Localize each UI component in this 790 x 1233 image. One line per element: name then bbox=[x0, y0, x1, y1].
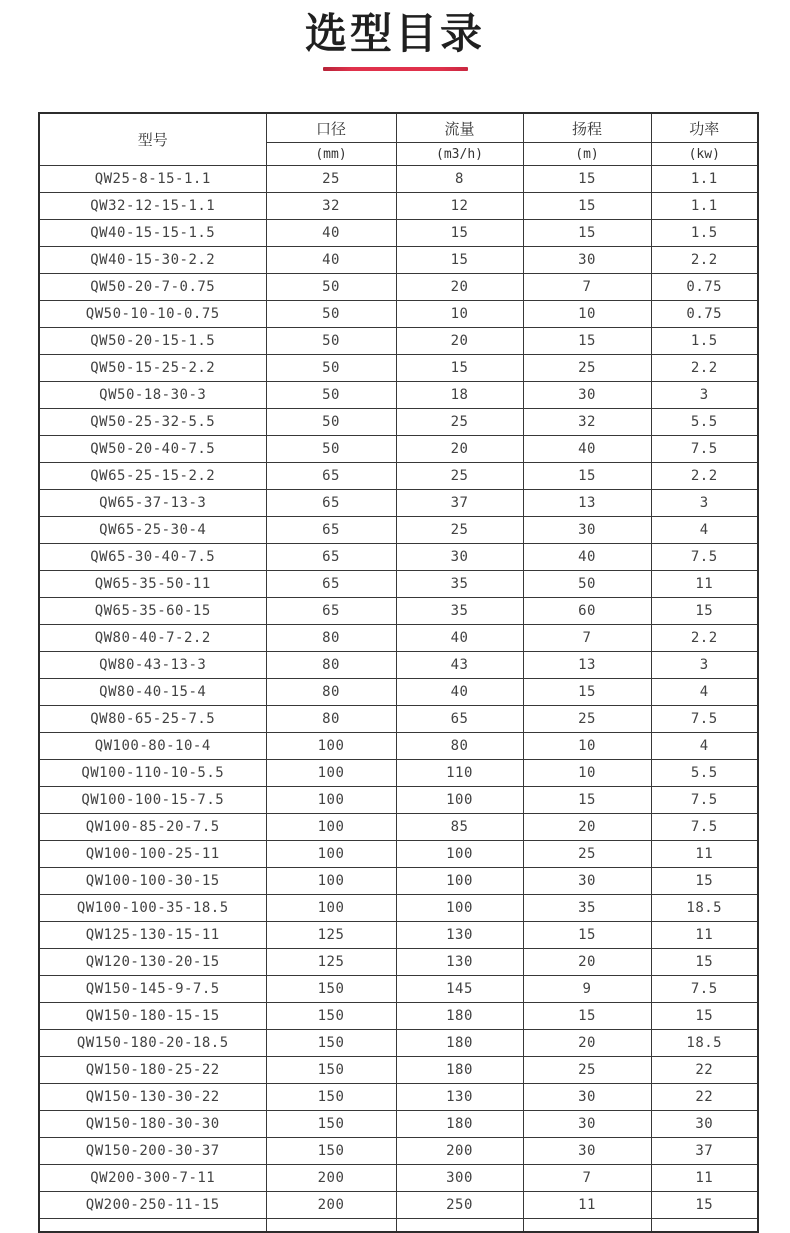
cell-head: 40 bbox=[523, 544, 651, 571]
cell-model: QW25-8-15-1.1 bbox=[39, 166, 266, 193]
table-row bbox=[39, 301, 758, 328]
cell-flow: 25 bbox=[396, 517, 523, 544]
table-row bbox=[39, 1030, 758, 1057]
cell-diameter: 125 bbox=[266, 922, 396, 949]
cell-flow: 200 bbox=[396, 1138, 523, 1165]
cell-head: 13 bbox=[523, 652, 651, 679]
cell-head: 30 bbox=[523, 868, 651, 895]
table-row bbox=[39, 220, 758, 247]
cell-head: 15 bbox=[523, 220, 651, 247]
cell-model: QW50-20-7-0.75 bbox=[39, 274, 266, 301]
table-row bbox=[39, 1192, 758, 1219]
table-row bbox=[39, 166, 758, 193]
cell-model: QW50-20-15-1.5 bbox=[39, 328, 266, 355]
cell-power: 7.5 bbox=[651, 706, 758, 733]
cell-diameter: 65 bbox=[266, 571, 396, 598]
cell-diameter: 50 bbox=[266, 409, 396, 436]
cell-flow: 35 bbox=[396, 571, 523, 598]
cell-flow: 20 bbox=[396, 436, 523, 463]
cell-diameter: 150 bbox=[266, 1057, 396, 1084]
cell-diameter: 100 bbox=[266, 733, 396, 760]
table-row bbox=[39, 382, 758, 409]
cell-model: QW150-130-30-22 bbox=[39, 1084, 266, 1111]
cell-power: 4 bbox=[651, 517, 758, 544]
cell-head: 25 bbox=[523, 355, 651, 382]
cell-diameter: 100 bbox=[266, 841, 396, 868]
cell-model: QW32-12-15-1.1 bbox=[39, 193, 266, 220]
cell-model: QW150-180-25-22 bbox=[39, 1057, 266, 1084]
cell-flow: 15 bbox=[396, 220, 523, 247]
cell-model: QW150-145-9-7.5 bbox=[39, 976, 266, 1003]
header-head: 扬程 bbox=[523, 113, 651, 143]
cell-diameter: 125 bbox=[266, 949, 396, 976]
cell-power: 2.2 bbox=[651, 463, 758, 490]
cell-head: 32 bbox=[523, 409, 651, 436]
cell-model: QW100-100-15-7.5 bbox=[39, 787, 266, 814]
cell-power: 18.5 bbox=[651, 1030, 758, 1057]
cell-diameter: 100 bbox=[266, 814, 396, 841]
cell-diameter: 150 bbox=[266, 1084, 396, 1111]
cell-head: 15 bbox=[523, 328, 651, 355]
cell-model: QW80-65-25-7.5 bbox=[39, 706, 266, 733]
header-diameter: 口径 bbox=[266, 113, 396, 143]
cell-flow: 180 bbox=[396, 1111, 523, 1138]
cell-diameter: 200 bbox=[266, 1165, 396, 1192]
header-diameter-unit: (mm) bbox=[266, 143, 396, 166]
cell-model: QW80-43-13-3 bbox=[39, 652, 266, 679]
table-row bbox=[39, 706, 758, 733]
cell-model: QW40-15-30-2.2 bbox=[39, 247, 266, 274]
cell-power: 11 bbox=[651, 922, 758, 949]
cell-head: 7 bbox=[523, 274, 651, 301]
cell-diameter: 65 bbox=[266, 517, 396, 544]
cell-power: 5.5 bbox=[651, 409, 758, 436]
cell-flow: 300 bbox=[396, 1165, 523, 1192]
table-row bbox=[39, 517, 758, 544]
cell-diameter: 50 bbox=[266, 436, 396, 463]
table-row bbox=[39, 274, 758, 301]
cell-power: 11 bbox=[651, 841, 758, 868]
cell-flow: 15 bbox=[396, 355, 523, 382]
cell-flow: 85 bbox=[396, 814, 523, 841]
cell-power: 3 bbox=[651, 382, 758, 409]
cell-flow: 8 bbox=[396, 166, 523, 193]
cell-model: QW125-130-15-11 bbox=[39, 922, 266, 949]
table-row bbox=[39, 760, 758, 787]
cell-head: 30 bbox=[523, 1111, 651, 1138]
cell-model: QW65-35-50-11 bbox=[39, 571, 266, 598]
cell-head: 30 bbox=[523, 382, 651, 409]
cell-diameter: 32 bbox=[266, 193, 396, 220]
cell-power: 3 bbox=[651, 652, 758, 679]
table-row bbox=[39, 733, 758, 760]
cell-head: 30 bbox=[523, 247, 651, 274]
table-row bbox=[39, 571, 758, 598]
cell-model: QW150-180-20-18.5 bbox=[39, 1030, 266, 1057]
cell-head: 7 bbox=[523, 1165, 651, 1192]
cell-diameter: 150 bbox=[266, 1003, 396, 1030]
cell-diameter: 65 bbox=[266, 598, 396, 625]
cell-model: QW200-300-7-11 bbox=[39, 1165, 266, 1192]
cell-power: 37 bbox=[651, 1138, 758, 1165]
cell-flow: 145 bbox=[396, 976, 523, 1003]
cell-flow: 130 bbox=[396, 1084, 523, 1111]
cell-model: QW40-15-15-1.5 bbox=[39, 220, 266, 247]
cell-power: 7.5 bbox=[651, 814, 758, 841]
table-row bbox=[39, 949, 758, 976]
table-row bbox=[39, 841, 758, 868]
cell-flow: 40 bbox=[396, 679, 523, 706]
cell-model: QW100-100-30-15 bbox=[39, 868, 266, 895]
table-row bbox=[39, 895, 758, 922]
cell-head: 15 bbox=[523, 1003, 651, 1030]
cell-power: 15 bbox=[651, 1192, 758, 1219]
cell-head: 40 bbox=[523, 436, 651, 463]
header-head-unit: (m) bbox=[523, 143, 651, 166]
cell-flow: 100 bbox=[396, 841, 523, 868]
cell-head: 13 bbox=[523, 490, 651, 517]
cell-diameter: 150 bbox=[266, 1111, 396, 1138]
cell-model: QW150-180-15-15 bbox=[39, 1003, 266, 1030]
table-row bbox=[39, 868, 758, 895]
cell-model: QW65-25-30-4 bbox=[39, 517, 266, 544]
cell-model: QW100-100-35-18.5 bbox=[39, 895, 266, 922]
cell-head: 25 bbox=[523, 706, 651, 733]
cell-diameter: 80 bbox=[266, 679, 396, 706]
cell-head: 15 bbox=[523, 166, 651, 193]
cell-head: 20 bbox=[523, 1030, 651, 1057]
cell-head: 10 bbox=[523, 760, 651, 787]
cell-flow: 250 bbox=[396, 1192, 523, 1219]
cell-diameter: 50 bbox=[266, 355, 396, 382]
cell-model: QW100-100-25-11 bbox=[39, 841, 266, 868]
cell-empty bbox=[396, 1219, 523, 1233]
cell-power: 15 bbox=[651, 868, 758, 895]
cell-head: 15 bbox=[523, 679, 651, 706]
table-row bbox=[39, 328, 758, 355]
cell-power: 11 bbox=[651, 1165, 758, 1192]
cell-diameter: 50 bbox=[266, 328, 396, 355]
cell-model: QW65-25-15-2.2 bbox=[39, 463, 266, 490]
cell-head: 25 bbox=[523, 841, 651, 868]
cell-power: 1.5 bbox=[651, 220, 758, 247]
cell-diameter: 150 bbox=[266, 976, 396, 1003]
cell-flow: 20 bbox=[396, 328, 523, 355]
selection-table bbox=[38, 112, 759, 1233]
cell-power: 2.2 bbox=[651, 247, 758, 274]
cell-power: 11 bbox=[651, 571, 758, 598]
cell-head: 11 bbox=[523, 1192, 651, 1219]
cell-flow: 100 bbox=[396, 787, 523, 814]
title-underline-decoration bbox=[323, 67, 468, 71]
cell-flow: 100 bbox=[396, 895, 523, 922]
cell-power: 30 bbox=[651, 1111, 758, 1138]
cell-model: QW50-15-25-2.2 bbox=[39, 355, 266, 382]
table-row-partial bbox=[39, 1219, 758, 1233]
cell-flow: 40 bbox=[396, 625, 523, 652]
cell-diameter: 65 bbox=[266, 544, 396, 571]
cell-head: 30 bbox=[523, 1138, 651, 1165]
cell-power: 2.2 bbox=[651, 625, 758, 652]
table-row bbox=[39, 436, 758, 463]
cell-head: 20 bbox=[523, 949, 651, 976]
cell-power: 0.75 bbox=[651, 274, 758, 301]
cell-model: QW150-200-30-37 bbox=[39, 1138, 266, 1165]
table-row bbox=[39, 1057, 758, 1084]
table-row bbox=[39, 1165, 758, 1192]
table-row bbox=[39, 1003, 758, 1030]
cell-power: 7.5 bbox=[651, 976, 758, 1003]
table-row bbox=[39, 544, 758, 571]
cell-power: 1.5 bbox=[651, 328, 758, 355]
cell-diameter: 80 bbox=[266, 706, 396, 733]
cell-power: 1.1 bbox=[651, 193, 758, 220]
page-title: 选型目录 bbox=[304, 10, 485, 57]
cell-head: 15 bbox=[523, 193, 651, 220]
cell-head: 15 bbox=[523, 787, 651, 814]
cell-flow: 37 bbox=[396, 490, 523, 517]
cell-model: QW200-250-11-15 bbox=[39, 1192, 266, 1219]
cell-head: 15 bbox=[523, 463, 651, 490]
cell-head: 60 bbox=[523, 598, 651, 625]
cell-diameter: 100 bbox=[266, 760, 396, 787]
cell-diameter: 65 bbox=[266, 490, 396, 517]
cell-diameter: 65 bbox=[266, 463, 396, 490]
cell-model: QW120-130-20-15 bbox=[39, 949, 266, 976]
cell-flow: 65 bbox=[396, 706, 523, 733]
header-flow-unit: (m3/h) bbox=[396, 143, 523, 166]
cell-model: QW100-110-10-5.5 bbox=[39, 760, 266, 787]
cell-head: 9 bbox=[523, 976, 651, 1003]
cell-power: 15 bbox=[651, 598, 758, 625]
cell-head: 7 bbox=[523, 625, 651, 652]
table-row bbox=[39, 625, 758, 652]
table-row bbox=[39, 787, 758, 814]
cell-flow: 25 bbox=[396, 463, 523, 490]
cell-flow: 18 bbox=[396, 382, 523, 409]
table-row bbox=[39, 490, 758, 517]
cell-flow: 180 bbox=[396, 1030, 523, 1057]
cell-empty bbox=[651, 1219, 758, 1233]
cell-empty bbox=[523, 1219, 651, 1233]
cell-model: QW50-25-32-5.5 bbox=[39, 409, 266, 436]
cell-diameter: 100 bbox=[266, 895, 396, 922]
cell-diameter: 200 bbox=[266, 1192, 396, 1219]
table-row bbox=[39, 976, 758, 1003]
cell-diameter: 80 bbox=[266, 652, 396, 679]
table-row bbox=[39, 193, 758, 220]
cell-model: QW65-35-60-15 bbox=[39, 598, 266, 625]
table-row bbox=[39, 1111, 758, 1138]
cell-power: 15 bbox=[651, 949, 758, 976]
cell-flow: 130 bbox=[396, 922, 523, 949]
cell-flow: 25 bbox=[396, 409, 523, 436]
cell-model: QW80-40-7-2.2 bbox=[39, 625, 266, 652]
cell-model: QW50-18-30-3 bbox=[39, 382, 266, 409]
cell-head: 20 bbox=[523, 814, 651, 841]
table-row bbox=[39, 652, 758, 679]
cell-flow: 15 bbox=[396, 247, 523, 274]
cell-flow: 20 bbox=[396, 274, 523, 301]
cell-power: 22 bbox=[651, 1057, 758, 1084]
table-row bbox=[39, 355, 758, 382]
cell-model: QW50-20-40-7.5 bbox=[39, 436, 266, 463]
cell-power: 4 bbox=[651, 733, 758, 760]
table-row bbox=[39, 463, 758, 490]
cell-power: 7.5 bbox=[651, 544, 758, 571]
cell-power: 5.5 bbox=[651, 760, 758, 787]
header-model: 型号 bbox=[39, 113, 266, 166]
cell-power: 22 bbox=[651, 1084, 758, 1111]
cell-empty bbox=[266, 1219, 396, 1233]
cell-flow: 180 bbox=[396, 1057, 523, 1084]
cell-model: QW65-37-13-3 bbox=[39, 490, 266, 517]
table-row bbox=[39, 598, 758, 625]
cell-diameter: 25 bbox=[266, 166, 396, 193]
cell-diameter: 100 bbox=[266, 787, 396, 814]
table-row bbox=[39, 814, 758, 841]
cell-power: 0.75 bbox=[651, 301, 758, 328]
cell-model: QW50-10-10-0.75 bbox=[39, 301, 266, 328]
cell-flow: 130 bbox=[396, 949, 523, 976]
table-row bbox=[39, 679, 758, 706]
cell-head: 30 bbox=[523, 1084, 651, 1111]
cell-diameter: 150 bbox=[266, 1138, 396, 1165]
cell-model: QW100-80-10-4 bbox=[39, 733, 266, 760]
cell-flow: 180 bbox=[396, 1003, 523, 1030]
cell-diameter: 100 bbox=[266, 868, 396, 895]
cell-head: 10 bbox=[523, 301, 651, 328]
cell-power: 4 bbox=[651, 679, 758, 706]
cell-diameter: 50 bbox=[266, 382, 396, 409]
cell-diameter: 80 bbox=[266, 625, 396, 652]
cell-head: 10 bbox=[523, 733, 651, 760]
cell-flow: 10 bbox=[396, 301, 523, 328]
cell-diameter: 50 bbox=[266, 301, 396, 328]
cell-flow: 100 bbox=[396, 868, 523, 895]
table-row bbox=[39, 409, 758, 436]
table-row bbox=[39, 922, 758, 949]
cell-diameter: 40 bbox=[266, 247, 396, 274]
cell-flow: 30 bbox=[396, 544, 523, 571]
cell-flow: 80 bbox=[396, 733, 523, 760]
cell-power: 2.2 bbox=[651, 355, 758, 382]
header-power-unit: (kw) bbox=[651, 143, 758, 166]
table-row bbox=[39, 247, 758, 274]
cell-power: 18.5 bbox=[651, 895, 758, 922]
cell-flow: 110 bbox=[396, 760, 523, 787]
header-power: 功率 bbox=[651, 113, 758, 143]
cell-diameter: 150 bbox=[266, 1030, 396, 1057]
cell-head: 25 bbox=[523, 1057, 651, 1084]
table-header bbox=[39, 113, 758, 166]
cell-power: 7.5 bbox=[651, 436, 758, 463]
cell-model: QW65-30-40-7.5 bbox=[39, 544, 266, 571]
table-row bbox=[39, 1138, 758, 1165]
table-row bbox=[39, 1084, 758, 1111]
cell-model: QW80-40-15-4 bbox=[39, 679, 266, 706]
cell-head: 15 bbox=[523, 922, 651, 949]
cell-empty bbox=[39, 1219, 266, 1233]
cell-diameter: 50 bbox=[266, 274, 396, 301]
table-body bbox=[39, 166, 758, 1233]
cell-power: 15 bbox=[651, 1003, 758, 1030]
cell-head: 35 bbox=[523, 895, 651, 922]
cell-power: 7.5 bbox=[651, 787, 758, 814]
header-flow: 流量 bbox=[396, 113, 523, 143]
cell-flow: 43 bbox=[396, 652, 523, 679]
cell-flow: 12 bbox=[396, 193, 523, 220]
cell-flow: 35 bbox=[396, 598, 523, 625]
cell-head: 30 bbox=[523, 517, 651, 544]
cell-model: QW100-85-20-7.5 bbox=[39, 814, 266, 841]
cell-diameter: 40 bbox=[266, 220, 396, 247]
cell-model: QW150-180-30-30 bbox=[39, 1111, 266, 1138]
cell-power: 1.1 bbox=[651, 166, 758, 193]
cell-power: 3 bbox=[651, 490, 758, 517]
cell-head: 50 bbox=[523, 571, 651, 598]
